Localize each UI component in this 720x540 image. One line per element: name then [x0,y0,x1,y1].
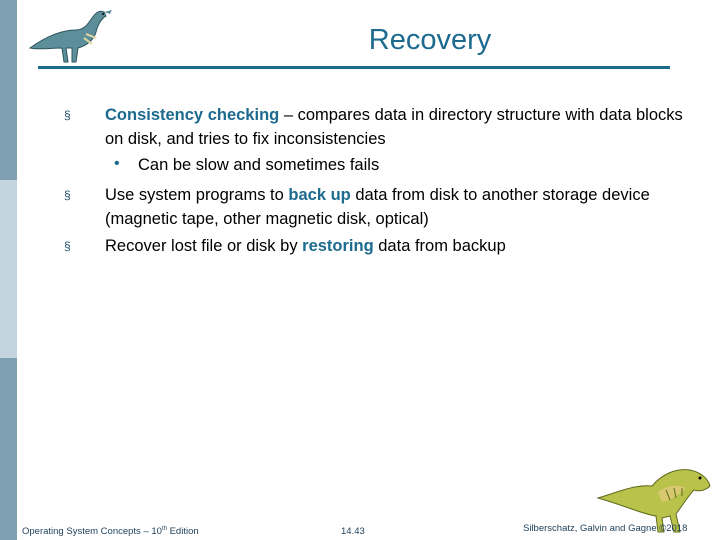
title-underline [38,66,670,69]
page-number: 14.43 [341,526,365,537]
footer-course-title [22,526,199,537]
bullet-text: data from disk to another storage device (magnetic tape, other magnetic disk, optical) [105,186,650,228]
bullet-text: – compares data in directory structure with data blocks on disk, and tries to fix inconsistencies [105,106,683,148]
footer-text: Edition [166,526,199,538]
footer-text: Operating System Concepts – 10 [22,526,162,538]
bullet-back-up [64,183,694,231]
slide-title: Recovery [368,24,492,56]
bullet-marker: § [64,108,71,122]
sidebar-band-bottom [0,358,17,540]
bullet-consistency-checking [64,103,694,151]
sidebar-band-middle [0,180,17,358]
bullet-restoring [64,234,694,258]
sub-bullet-slow [114,153,674,177]
bullet-marker: § [64,239,71,253]
footer-authors: Silberschatz, Galvin and Gagne ©2018 [523,523,688,534]
sub-bullet-text: Can be slow and sometimes fails [138,156,380,174]
bullet-text: Recover lost file or disk by [105,237,303,255]
bullet-text: data from backup [373,237,506,255]
term-consistency-checking: Consistency checking [105,106,280,124]
term-back-up: back up [288,186,351,204]
term-restoring: restoring [302,237,374,255]
bullet-text: Use system programs to [105,186,289,204]
bullet-marker: § [64,188,71,202]
sub-bullet-marker: • [114,155,120,172]
footer-superscript: th [161,526,167,532]
